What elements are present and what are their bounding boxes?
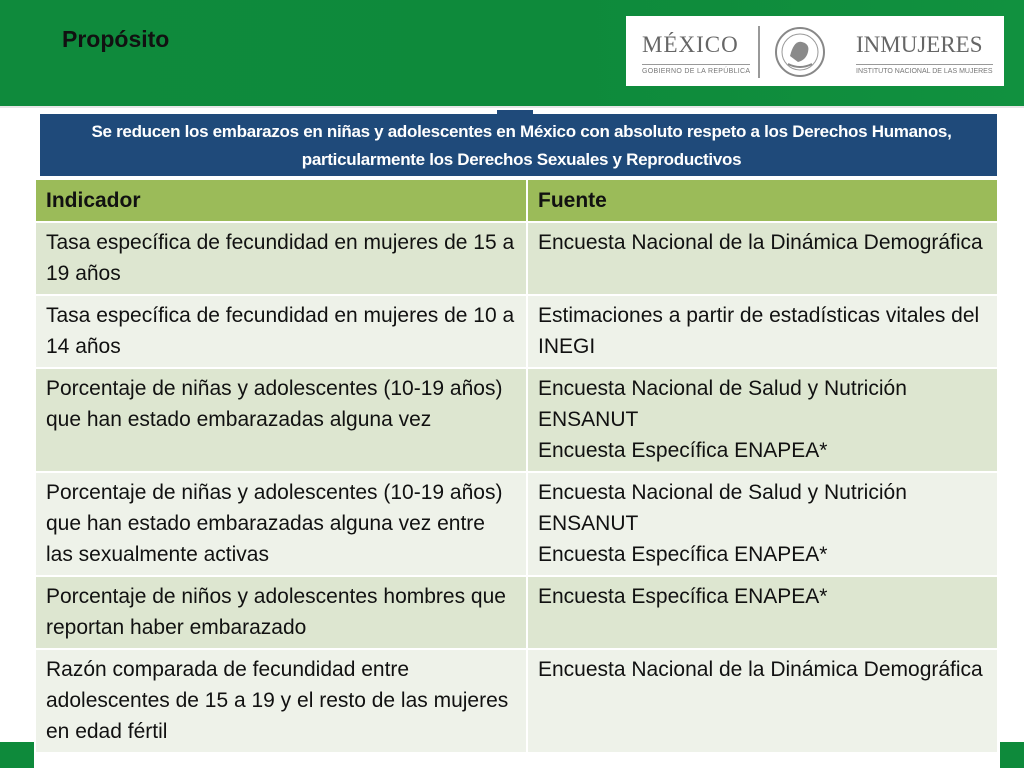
- cell-fuente: Encuesta Específica ENAPEA*: [527, 576, 998, 649]
- cell-indicador: Porcentaje de niños y adolescentes hombres que reportan haber embarazado: [35, 576, 527, 649]
- header-fuente: Fuente: [527, 179, 998, 222]
- inmujeres-logo-text: INMUJERES: [856, 32, 983, 57]
- mexico-logo-subtitle: GOBIERNO DE LA REPÚBLICA: [642, 64, 750, 75]
- cell-fuente: Encuesta Nacional de la Dinámica Demográfica: [527, 649, 998, 753]
- cell-fuente: Encuesta Nacional de la Dinámica Demográfica: [527, 222, 998, 295]
- header-indicador: Indicador: [35, 179, 527, 222]
- slide-title: Propósito: [62, 26, 170, 52]
- logo-panel: [626, 16, 1004, 86]
- table-row: [35, 576, 998, 649]
- cell-indicador: Porcentaje de niñas y adolescentes (10-19 años) que han estado embarazadas alguna vez: [35, 368, 527, 472]
- footer-bar-right: [1000, 742, 1024, 768]
- cell-fuente: Encuesta Nacional de Salud y Nutrición ENSANUT Encuesta Específica ENAPEA*: [527, 472, 998, 576]
- footer-bar-left: [0, 742, 34, 768]
- header-divider: [0, 106, 1024, 108]
- cell-indicador: Tasa específica de fecundidad en mujeres de 15 a 19 años: [35, 222, 527, 295]
- cell-fuente: Encuesta Nacional de Salud y Nutrición ENSANUT Encuesta Específica ENAPEA*: [527, 368, 998, 472]
- table-header-row: [35, 179, 998, 222]
- purpose-banner: Se reducen los embarazos en niñas y adolescentes en México con absoluto respeto a los Derechos Humanos, particularmente los Derechos Sexuales y Reproductivos: [40, 114, 997, 176]
- cell-indicador: Tasa específica de fecundidad en mujeres de 10 a 14 años: [35, 295, 527, 368]
- table-row: [35, 472, 998, 576]
- table-row: [35, 368, 998, 472]
- table-row: [35, 222, 998, 295]
- table-row: [35, 295, 998, 368]
- inmujeres-logo-subtitle: INSTITUTO NACIONAL DE LAS MUJERES: [856, 64, 993, 75]
- cell-fuente: Estimaciones a partir de estadísticas vitales del INEGI: [527, 295, 998, 368]
- logo-divider: [758, 26, 760, 78]
- table-row: [35, 649, 998, 753]
- cell-indicador: Razón comparada de fecundidad entre adolescentes de 15 a 19 y el resto de las mujeres en edad fértil: [35, 649, 527, 753]
- cell-indicador: Porcentaje de niñas y adolescentes (10-19 años) que han estado embarazadas alguna vez entre las sexualmente activas: [35, 472, 527, 576]
- national-seal-icon: [772, 26, 828, 78]
- indicator-table: [34, 178, 999, 754]
- mexico-logo-text: MÉXICO: [642, 32, 739, 57]
